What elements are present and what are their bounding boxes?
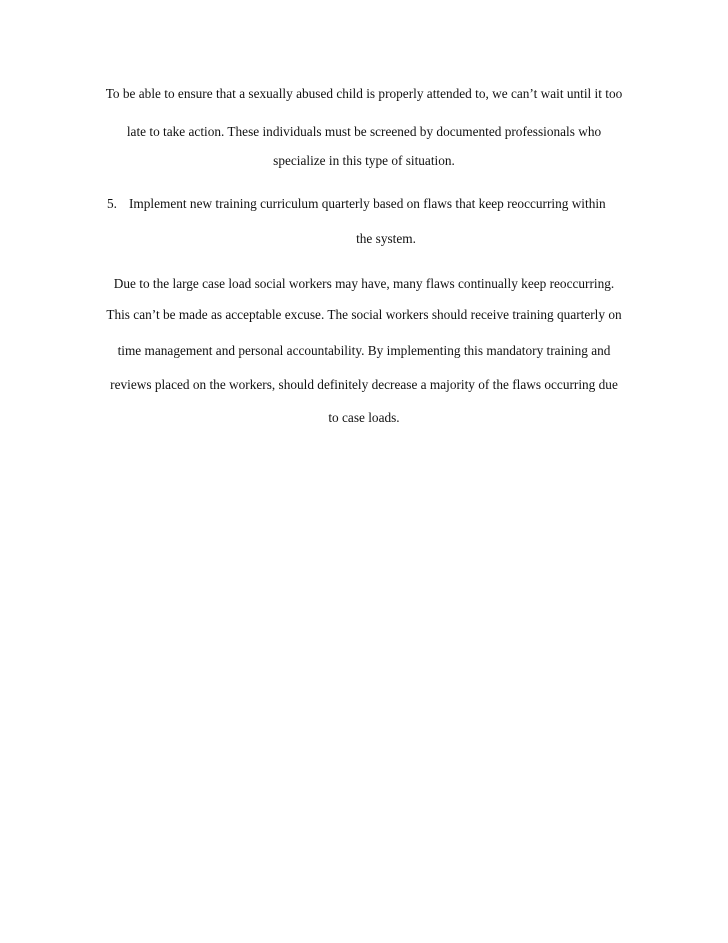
paragraph2-line-1: Due to the large case load social workers may have, many flaws continually keep reoccurring. [113, 276, 615, 291]
paragraph2-line-2: This can’t be made as acceptable excuse. The social workers should receive training quarterly on [106, 307, 622, 322]
list-item-5 [107, 196, 606, 212]
list-item-number: 5. [107, 196, 117, 211]
paragraph1-line-2: late to take action. These individuals must be screened by documented professionals who [126, 124, 602, 139]
list-item-line-2: the system. [356, 231, 416, 246]
paragraph1-line-3: specialize in this type of situation. [273, 153, 455, 168]
paragraph1-line-1: To be able to ensure that a sexually abused child is properly attended to, we can’t wait until it too [105, 86, 623, 101]
list-item-line-1: Implement new training curriculum quarterly based on flaws that keep reoccurring within [129, 196, 606, 211]
paragraph2-line-3: time management and personal accountability. By implementing this mandatory training and [117, 343, 611, 358]
paragraph2-line-5: to case loads. [328, 410, 400, 425]
paragraph2-line-4: reviews placed on the workers, should definitely decrease a majority of the flaws occurring due [110, 377, 618, 392]
